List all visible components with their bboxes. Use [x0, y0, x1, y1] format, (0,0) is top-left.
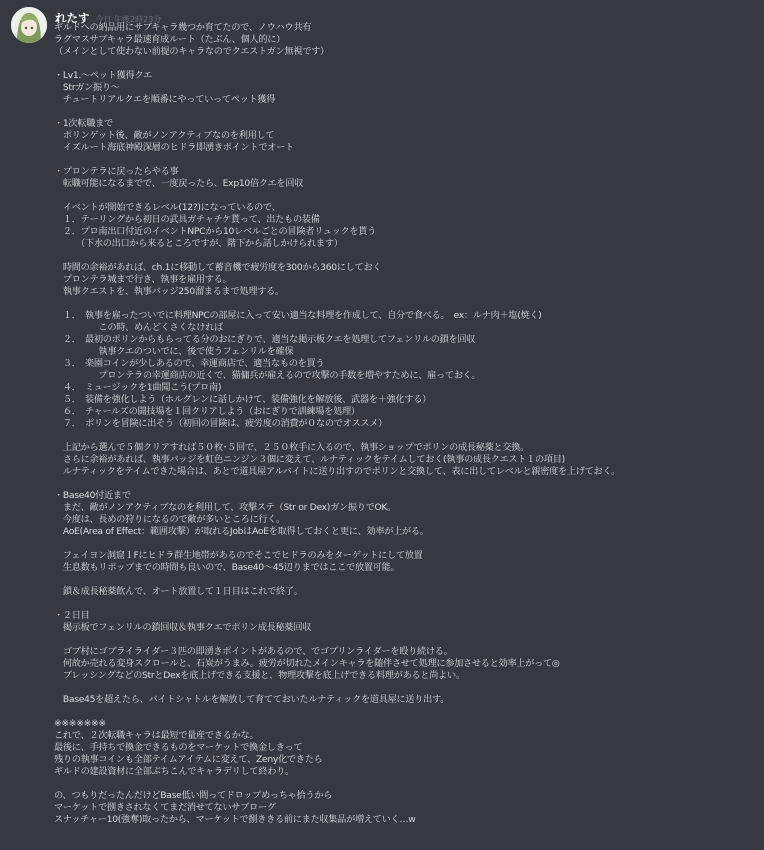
author-name[interactable]: れたす	[55, 11, 90, 25]
message-line: ７． ポリンを冒険に出そう（初回の冒険は、疲労度の消費が０なのでオススメ）	[54, 418, 388, 429]
message-line: イズルート海底神殿深層のヒドラ即湧きポイントでオート	[54, 142, 294, 153]
message-line: の、つもりだったんだけどBase低い間ってドロップめっちゃ拾うから	[54, 790, 333, 801]
message-timestamp: 今日 午後2時23分	[95, 15, 162, 24]
message-line: ギルドへの納品用にサブキャラ幾つか育てたので、ノウハウ共有	[54, 22, 312, 33]
message-line: （メインとして使わない前提のキャラなのでクエストガン無視です）	[54, 46, 329, 57]
message-line	[54, 706, 759, 718]
message-line: ゴブ村にゴブライライダー３匹の即湧きポイントがあるので、でゴブリンライダーを殴り続ける。	[54, 646, 453, 657]
message-line: 掲示板でフェンリルの鎖回収＆執事クエでポリン成長秘薬回収	[54, 622, 312, 633]
message-line: ・２日目	[54, 610, 90, 621]
message-line: 何故か売れる変身スクロールと、石炭がうまみ。疲労が切れたメインキャラを随伴させて処理に参加させると効率上がって◎	[54, 658, 560, 669]
message-line: ・プロンテラに戻ったらやる事	[54, 166, 179, 177]
message-line: ６． チャールズの闘技場を１回クリアしよう（おにぎりで訓練場を処理）	[54, 406, 360, 417]
message-line: ４． ミュージックを1曲聞こう(プロ南)	[54, 382, 222, 393]
message-line	[54, 478, 759, 490]
message-line	[54, 298, 759, 310]
message-line: 残りの執事コインも全部テイムアイテムに変えて、Zeny化できたら	[54, 754, 323, 765]
avatar-image	[11, 7, 47, 43]
message-line	[54, 778, 759, 790]
message-line: プロンテラ城まで行き、執事を雇用する。	[54, 274, 232, 285]
message-line: AoE(Area of Effect：範囲攻撃）が取れるJobはAoEを取得しておくと更に、効率が上がる。	[54, 526, 429, 537]
message-line: 時間の余裕があれば、ch.1に移動して蓄音機で疲労度を300から360にしておく	[54, 262, 382, 273]
message-line: Base45を超えたら、バイトシャトルを解放して育てておいたルナティックを道具屋に送り出す。	[54, 694, 449, 705]
message-line: ギルドの建設資材に全部ぶちこんでキャラデリして終わり。	[54, 766, 294, 777]
message-line: ポリンゲット後、敵がノンアクティブなのを利用して	[54, 130, 275, 141]
message-line: Strガン振り～	[54, 82, 120, 93]
message-line	[54, 682, 759, 694]
message-line: ３． 楽園コインが少しあるので、幸運商店で、適当なものを買う	[54, 358, 325, 369]
message-line: ブレッシングなどのStrとDexを底上げできる支援と、物理攻撃を底上げできる料理があると尚よい。	[54, 670, 465, 681]
message-line: プロンテラの幸運商店の近くで、猫傭兵が雇えるので攻撃の手数を増やすために、雇っておく。	[54, 370, 481, 381]
message-line: 執事クエストを、執事バッジ250溜まるまで処理する。	[54, 286, 284, 297]
message-line: まだ、敵がノンアクティブなのを利用して、攻撃ステ（Str or Dex)ガン振りでOK。	[54, 502, 397, 513]
message-line	[54, 250, 759, 262]
message-line: これで、２次転職キャラは最短で量産できるかな。	[54, 730, 259, 741]
message-line: 上記から選んで５個クリアすれば５０枚･５回で、２５０枚手に入るので、執事ショップでポリンの成長秘薬と交換。	[54, 442, 530, 453]
message-line	[54, 634, 759, 646]
message-line: ２． 最初のポリンからもらってる分のおにぎりで、適当な掲示板クエを処理してフェンリルの鎖を回収	[54, 334, 476, 345]
message-line: 鎖＆成長秘薬飲んで、オート放置して１日目はこれで終了。	[54, 586, 303, 597]
message-line: １．テーリングから初日の武具ガチャチケ貰って、出たもの装備	[54, 214, 320, 225]
message-line	[54, 58, 759, 70]
message-line	[54, 574, 759, 586]
message-line	[54, 598, 759, 610]
message-line	[54, 154, 759, 166]
message-line: さらに余裕があれば、執事バッジを虹色ニンジン３個に変えて、ルナティックをテイムしておく(執事の成長クエスト１の項目)	[54, 454, 565, 465]
message-content	[54, 22, 759, 826]
message-line: 執事クエのついでに、後で使うフェンリルを確保	[54, 346, 294, 357]
message-line: スナッチャー10(強奪)取ったから、マーケットで捌ききる前にまた収集品が増えていく…w	[54, 814, 416, 825]
message-line: ・1次転職まで	[54, 118, 113, 129]
message-line: １． 執事を雇ったついでに料理NPCの部屋に入って安い適当な料理を作成して、自分で食べる。 ex：ルナ肉＋塩(焼く)	[54, 310, 542, 321]
message-line: ラグマスサブキャラ最速育成ルート（たぶん、個人的に）	[54, 34, 286, 45]
message-line: この時、めんどくさくなければ	[54, 322, 223, 333]
message-line: （下水の出口から来るところですが、階下から話しかけられます）	[54, 238, 343, 249]
message-line: 最後に、手持ちで換金できるものをマーケットで換金しきって	[54, 742, 303, 753]
message-line: 今度は、長めの狩りになるので敵が多いところに行く。	[54, 514, 285, 525]
message-line	[54, 106, 759, 118]
message-line: 生息数もリポップまでの時間も良いので、Base40～45辺りまではここで放置可能。	[54, 562, 400, 573]
message-line: ルナティックをテイムできた場合は、あとで道具屋アルバイトに送り出すのでポリンと交換して、表に出してレベルと親密度を上げておく。	[54, 466, 621, 477]
avatar[interactable]	[11, 7, 47, 43]
message-line	[54, 538, 759, 550]
message-line: ５． 装備を強化しよう（ホルグレンに話しかけて、装備強化を解放後、武器を＋強化する）	[54, 394, 431, 405]
message-line: ２．プロ南出口付近のイベントNPCから10レベルごとの冒険者リュックを貰う	[54, 226, 377, 237]
message-line: フェイヨン洞窟１Fにヒドラ群生地帯があるのでそこでヒドラのみをターゲットにして放置	[54, 550, 423, 561]
message-line: ※※※※※※※	[54, 718, 106, 729]
message-line: イベントが開始できるレベル(12?)になっているので、	[54, 202, 281, 213]
message-line: チュートリアルクエを順番にやっていってペット獲得	[54, 94, 276, 105]
message-line: ・Lv1.～ペット獲得クエ	[54, 70, 152, 81]
message-line	[54, 190, 759, 202]
message-line: 転職可能になるまでで、一度戻ったら、Exp10倍クエを回収	[54, 178, 304, 189]
message-line: ・Base40付近まで	[54, 490, 131, 501]
message-line	[54, 430, 759, 442]
message-line: マーケットで捌きされなくてまだ消せてないサブローグ	[54, 802, 276, 813]
